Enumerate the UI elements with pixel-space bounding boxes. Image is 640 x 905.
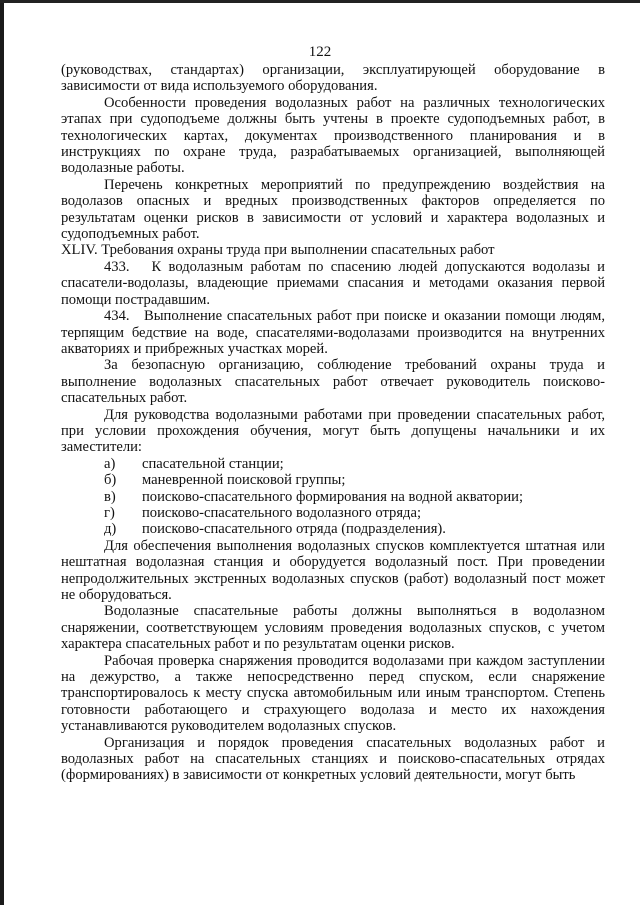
list-item xyxy=(61,521,605,537)
list-item-text: поисково-спасательного формирования на водной акватории; xyxy=(142,488,524,505)
list-item-text: поисково-спасательного водолазного отряда; xyxy=(142,504,421,521)
paragraph: За безопасную организацию, соблюдение требований охраны труда и выполнение водолазных спасательных работ отвечает руководитель поисково-спасательных работ. xyxy=(61,357,605,407)
page-number: 122 xyxy=(308,44,332,60)
list-marker: б) xyxy=(104,472,117,489)
list-item-text: маневренной поисковой группы; xyxy=(142,472,346,489)
paragraph: Для руководства водолазными работами при проведении спасательных работ, при условии прохождения обучения, могут быть допущены начальники и их заместители: xyxy=(61,406,605,456)
paragraph: Водолазные спасательные работы должны выполняться в водолазном снаряжении, соответствующем условиям проведения водолазных спусков, с учетом характера спасательных работ и по результатам оценки рисков. xyxy=(61,603,605,653)
list-item xyxy=(61,505,605,521)
scan-border-left xyxy=(0,0,4,905)
paragraph: Рабочая проверка снаряжения проводится водолазами при каждом заступлении на дежурство, а также непосредственно перед спуском, если снаряжение транспортировалось к месту спуска автомобильным или иным транспортом. Степень готовности работающего и страхующего водолаза и место их нахождения устанавливаются руководителем водолазных спусков. xyxy=(61,652,605,735)
paragraph: Перечень конкретных мероприятий по предупреждению воздействия на водолазов опасных и вредных производственных факторов определяется по результатам оценки рисков в зависимости от условий и характера водолазных и судоподъемных работ. xyxy=(61,176,605,243)
list-marker: г) xyxy=(104,504,115,521)
paragraph-continuation: (руководствах, стандартах) организации, эксплуатирующей оборудование в зависимости от вида используемого оборудования. xyxy=(61,62,605,95)
list-item-text: спасательной станции; xyxy=(142,455,284,472)
list-marker: а) xyxy=(104,455,116,472)
clause-433: 433. К водолазным работам по спасению людей допускаются водолазы и спасатели-водолазы, владеющие приемами спасания и методами оказания первой помощи пострадавшим. xyxy=(61,258,609,308)
section-heading: XLIV. Требования охраны труда при выполнении спасательных работ xyxy=(61,242,495,259)
list-item xyxy=(61,456,605,472)
scan-border-top xyxy=(0,0,640,3)
leaders-list xyxy=(61,456,605,538)
document-body xyxy=(61,62,609,784)
list-item xyxy=(61,472,605,488)
clause-434: 434. Выполнение спасательных работ при поиске и оказании помощи людям, терпящим бедствие на воде, спасателями-водолазами производится на внутренних акваториях и прибрежных участках морей. xyxy=(61,308,609,357)
list-marker: в) xyxy=(104,488,116,505)
list-item-text: поисково-спасательного отряда (подразделения). xyxy=(142,521,446,538)
paragraph: Для обеспечения выполнения водолазных спусков комплектуется штатная или нештатная водолазная станция и оборудуется водолазный пост. При проведении непродолжительных экстренных водолазных спусков (работ) водолазный пост может не оборудоваться. xyxy=(61,537,605,603)
list-item xyxy=(61,489,605,505)
paragraph: Особенности проведения водолазных работ на различных технологических этапах при судоподъеме должны быть учтены в проекте судоподъемных работ, в технологических картах, документах производственного планирования и в инструкциях по охране труда, разрабатываемых организацией, выполняющей водолазные работы. xyxy=(61,94,605,177)
list-marker: д) xyxy=(104,521,117,538)
paragraph: Организация и порядок проведения спасательных водолазных работ и водолазных работ на спасательных станциях и поисково-спасательных отрядах (формированиях) в зависимости от конкретных условий деятельности, могут быть xyxy=(61,734,605,784)
